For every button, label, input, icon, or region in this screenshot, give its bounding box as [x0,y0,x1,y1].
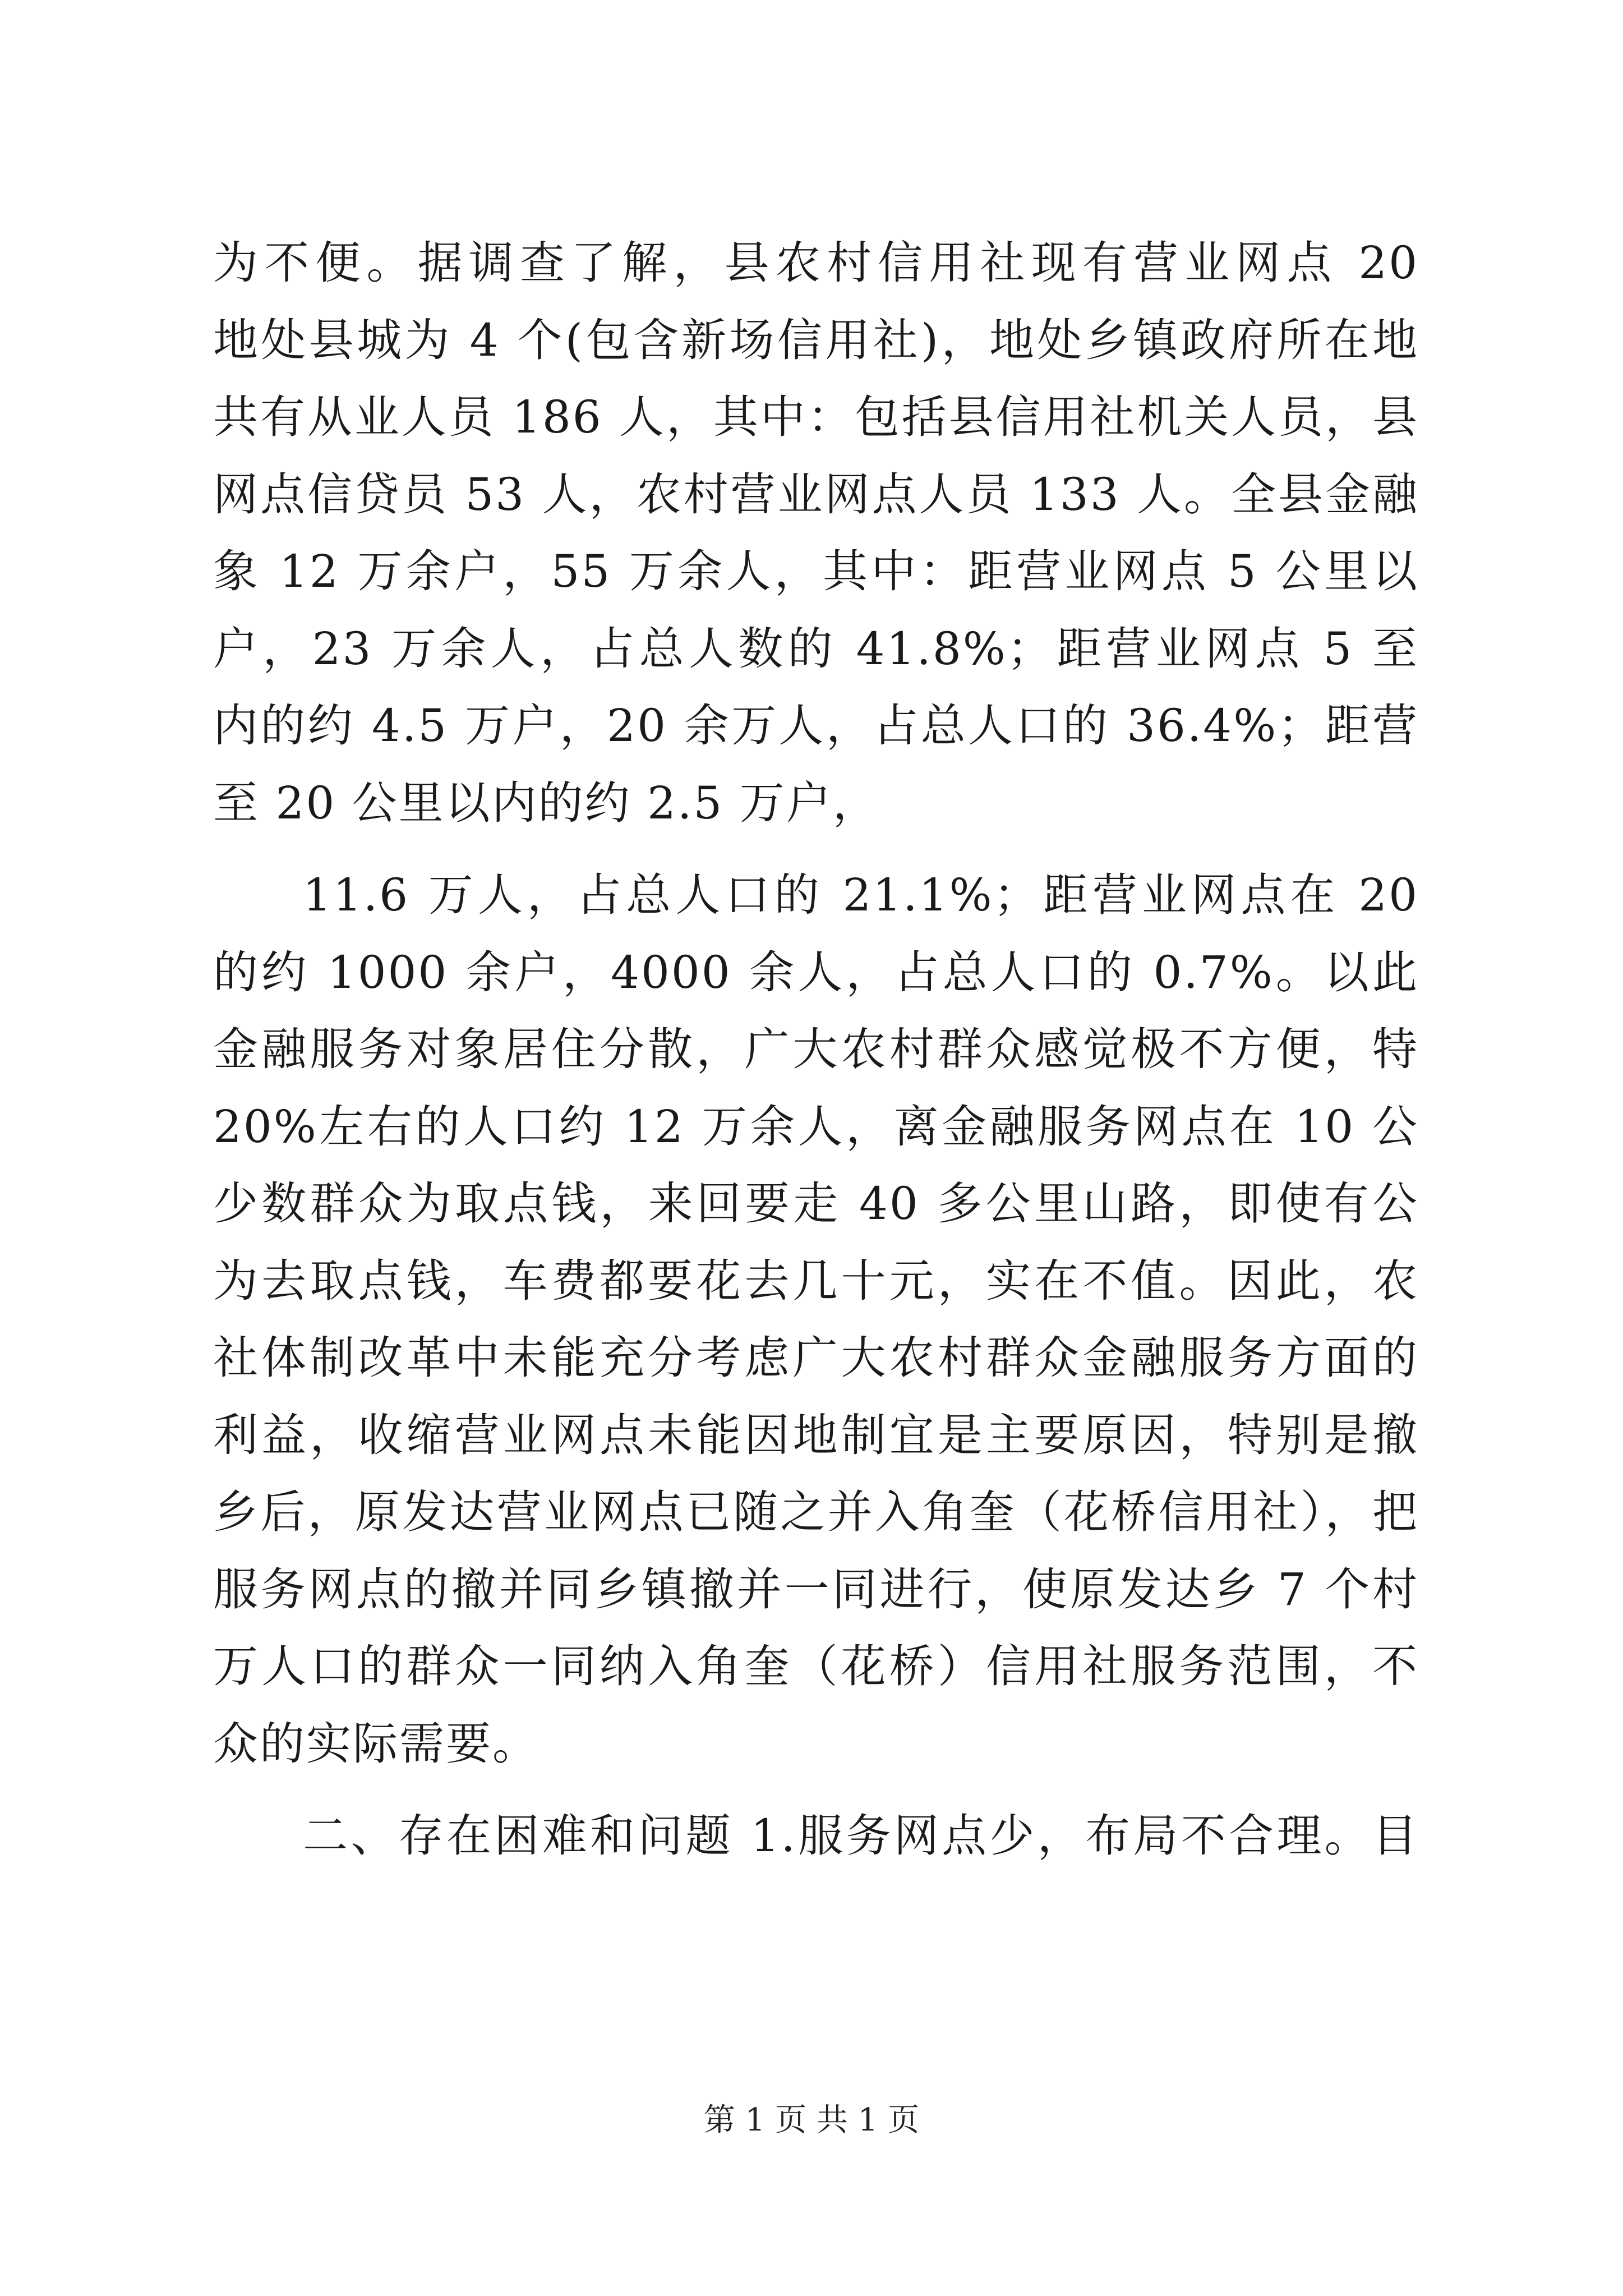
text-line: 的约 1000 余户，4000 余人，占总人口的 0.7%。以此 [213,946,1419,999]
text-line: 网点信贷员 53 人，农村营业网点人员 133 人。全县金融 [213,468,1419,521]
text-line: 乡后，原发达营业网点已随之并入角奎（花桥信用社），把 [213,1486,1419,1538]
paragraph-first-line: 11.6 万人，占总人口的 21.1%；距营业网点在 20 [303,869,1419,921]
text-line: 户，23 万余人，占总人数的 41.8%；距营业网点 5 至 [213,622,1419,675]
body-text [213,224,1419,1875]
section-heading-line: 二、存在困难和问题 1.服务网点少，布局不合理。目 [303,1810,1419,1862]
text-line: 为不便。据调查了解，县农村信用社现有营业网点 20 [213,237,1419,289]
page-footer [0,2101,1623,2140]
text-line: 地处县城为 4 个(包含新场信用社)，地处乡镇政府所在地 [213,314,1419,366]
text-line: 利益，收缩营业网点未能因地制宜是主要原因，特别是撤 [213,1409,1419,1461]
text-line: 金融服务对象居住分散，广大农村群众感觉极不方便，特 [213,1023,1419,1075]
text-line: 至 20 公里以内的约 2.5 万户， [213,776,879,829]
text-line: 为去取点钱，车费都要花去几十元，实在不值。因此，农 [213,1254,1419,1307]
text-line: 服务网点的撤并同乡镇撤并一同进行，使原发达乡 7 个村 [213,1563,1419,1616]
text-line: 社体制改革中未能充分考虑广大农村群众金融服务方面的 [213,1332,1419,1384]
text-line: 象 12 万余户，55 万余人，其中：距营业网点 5 公里以 [213,545,1419,597]
text-line: 少数群众为取点钱，来回要走 40 多公里山路，即使有公 [213,1177,1419,1230]
text-line: 万人口的群众一同纳入角奎（花桥）信用社服务范围，不 [213,1640,1419,1692]
text-line: 共有从业人员 186 人，其中：包括县信用社机关人员，县 [213,391,1419,443]
page-number-label: 第 1 页 共 1 页 [703,2102,920,2138]
text-line: 20%左右的人口约 12 万余人，离金融服务网点在 10 公 [213,1100,1419,1153]
text-line: 众的实际需要。 [213,1717,539,1770]
text-line: 内的约 4.5 万户，20 余万人，占总人口的 36.4%；距营 [213,700,1419,752]
